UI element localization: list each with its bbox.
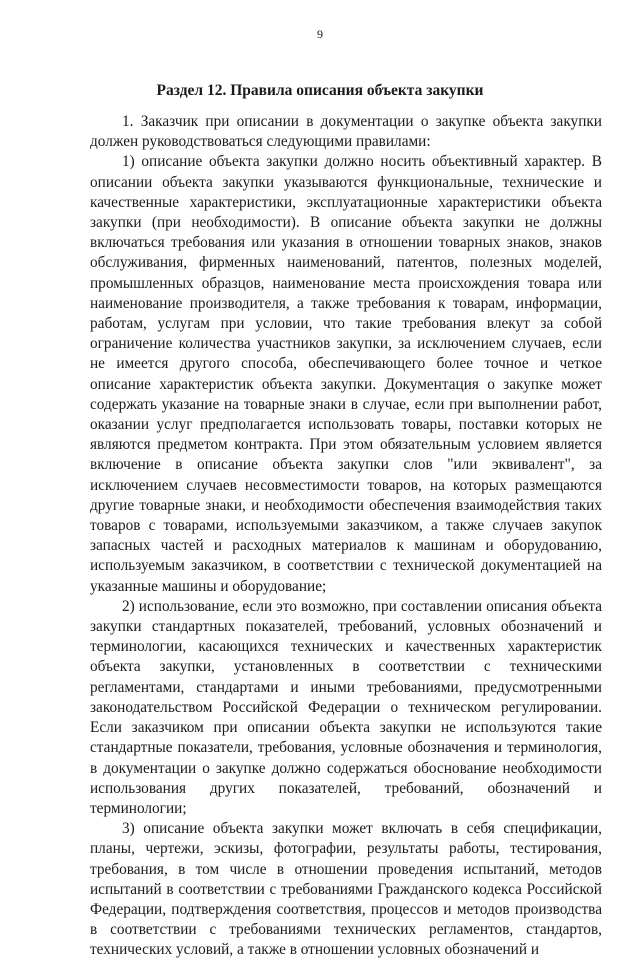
paragraph-1-intro: 1. Заказчик при описании в документации о закупке объекта закупки должен руководствоваться следующими правилами: bbox=[90, 113, 602, 151]
page-number: 9 bbox=[317, 27, 323, 41]
paragraph-rule-2: 2) использование, если это возможно, при составлении описания объекта закупки стандартных показателей, требований, условных обозначений и терминологии, касающихся технических и качественных характеристик объекта закупки, установленных в соответствии с техническими регламентами, стандартами и иными требованиями, предусмотренными законодательством Российской Федерации о техническом регулировании. Если заказчиком при описании объекта закупки не используются такие стандартные показатели, требования, условные обозначения и терминология, в документации о закупке должно содержаться обоснование необходимости использования других показателей, требований, обозначений и терминологии; bbox=[90, 597, 602, 817]
body-text bbox=[90, 112, 602, 961]
paragraph-rule-1: 1) описание объекта закупки должно носить объективный характер. В описании объекта закупки указываются функциональные, технические и качественные характеристики, эксплуатационные характеристики объекта закупки (при необходимости). В описание объекта закупки не должны включаться требования или указания в отношении товарных знаков, знаков обслуживания, фирменных наименований, патентов, полезных моделей, промышленных образцов, наименование места происхождения товара или наименование производителя, а также требования к товарам, информации, работам, услугам при условии, что такие требования влекут за собой ограничение количества участников закупки, за исключением случаев, если не имеется другого способа, обеспечивающего более точное и четкое описание характеристик объекта закупки. Документация о закупке может содержать указание на товарные знаки в случае, если при выполнении работ, оказании услуг предполагается использовать товары, поставки которых не являются предметом контракта. При этом обязательным условием является включение в описание объекта закупки слов "или эквивалент", за исключением случаев несовместимости товаров, на которых размещаются другие товарные знаки, и необходимости обеспечения взаимодействия таких товаров с товарами, используемыми заказчиком, а также случаев закупок запасных частей и расходных материалов к машинам и оборудованию, используемым заказчиком, в соответствии с технической документацией на указанные машины и оборудование; bbox=[90, 153, 602, 595]
paragraph-rule-3: 3) описание объекта закупки может включать в себя спецификации, планы, чертежи, эскизы, фотографии, результаты работы, тестирования, требования, в том числе в отношении проведения испытаний, методов испытаний в соответствии с требованиями Гражданского кодекса Российской Федерации, подтверждения соответствия, процессов и методов производства в соответствии с требованиями технических регламентов, стандартов, технических условий, а также в отношении условных обозначений и bbox=[90, 820, 602, 959]
section-title: Раздел 12. Правила описания объекта закупки bbox=[156, 82, 484, 99]
